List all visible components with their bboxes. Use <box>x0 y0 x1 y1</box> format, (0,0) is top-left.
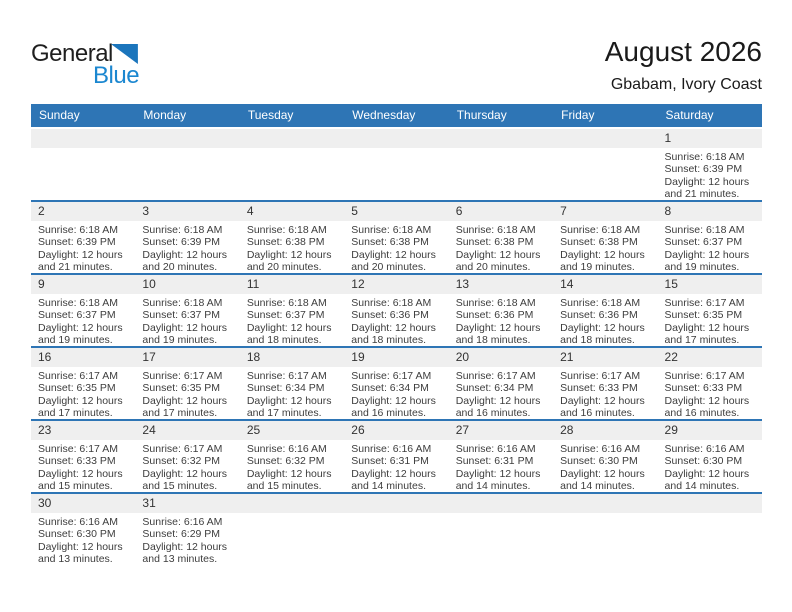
day-detail-line: and 20 minutes. <box>455 261 531 273</box>
day-detail-line: Daylight: 12 hours <box>38 467 123 480</box>
day-detail-line: Daylight: 12 hours <box>560 248 645 261</box>
day-cell <box>449 294 553 346</box>
day-detail-line: Sunset: 6:34 PM <box>246 382 325 395</box>
day-detail-line: Daylight: 12 hours <box>142 467 228 480</box>
calendar-weeks <box>31 129 762 565</box>
empty-day-cell <box>553 148 657 200</box>
weekday-header-row <box>31 104 762 127</box>
day-detail-line: Sunrise: 6:18 AM <box>664 224 745 236</box>
day-number-strip <box>31 421 762 440</box>
day-cell <box>553 294 657 346</box>
day-detail-line: and 16 minutes. <box>351 407 426 419</box>
day-detail-row <box>31 367 762 419</box>
weekday-header-saturday: Saturday <box>665 108 714 122</box>
day-detail-line: Sunset: 6:35 PM <box>38 382 116 395</box>
day-detail-line: Sunset: 6:39 PM <box>142 236 221 249</box>
day-cell <box>344 367 448 419</box>
day-number: 30 <box>38 496 52 510</box>
day-detail-line: Daylight: 12 hours <box>142 248 228 261</box>
day-detail-line: Daylight: 12 hours <box>351 248 436 261</box>
day-cell <box>240 221 344 273</box>
day-detail-line: Sunrise: 6:18 AM <box>455 224 536 236</box>
empty-day-number <box>553 129 657 148</box>
day-number: 14 <box>560 277 574 291</box>
day-detail-line: Sunrise: 6:16 AM <box>455 443 536 455</box>
day-detail-line: Daylight: 12 hours <box>246 248 332 261</box>
day-number: 13 <box>455 277 470 291</box>
day-detail-line: and 20 minutes. <box>351 261 426 273</box>
day-number: 5 <box>351 204 358 218</box>
day-detail-line: Sunrise: 6:17 AM <box>142 370 223 382</box>
day-detail-line: Sunrise: 6:16 AM <box>351 443 432 455</box>
day-detail-line: Sunset: 6:35 PM <box>142 382 221 395</box>
day-detail-line: Daylight: 12 hours <box>142 321 228 334</box>
week-row <box>31 129 762 202</box>
day-detail-row <box>31 148 762 200</box>
day-detail-line: and 17 minutes. <box>246 407 322 419</box>
day-number: 7 <box>560 204 567 218</box>
day-detail-line: Sunset: 6:36 PM <box>455 309 534 322</box>
day-detail-line: Daylight: 12 hours <box>351 467 436 480</box>
day-detail-line: Sunrise: 6:16 AM <box>142 516 223 528</box>
day-detail-line: and 17 minutes. <box>142 407 218 419</box>
day-number: 31 <box>142 496 156 510</box>
day-number: 8 <box>664 204 672 218</box>
day-detail-line: Sunset: 6:38 PM <box>560 236 638 249</box>
day-detail-line: Daylight: 12 hours <box>246 321 332 334</box>
day-cell <box>658 294 762 346</box>
day-detail-line: and 20 minutes. <box>246 261 322 273</box>
day-detail-line: and 15 minutes. <box>38 480 113 492</box>
day-detail-line: and 18 minutes. <box>455 334 531 346</box>
day-detail-line: Daylight: 12 hours <box>664 467 750 480</box>
day-detail-line: Sunset: 6:38 PM <box>246 236 325 249</box>
day-detail-line: Daylight: 12 hours <box>664 321 750 334</box>
day-cell <box>135 367 239 419</box>
day-detail-line: Sunset: 6:37 PM <box>246 309 325 322</box>
day-cell <box>135 440 239 492</box>
day-detail-line: and 19 minutes. <box>560 261 635 273</box>
day-number: 9 <box>38 277 45 291</box>
day-number: 3 <box>142 204 150 218</box>
day-detail-line: Sunrise: 6:18 AM <box>351 297 432 309</box>
day-number: 4 <box>246 204 254 218</box>
day-detail-line: Sunset: 6:39 PM <box>38 236 116 249</box>
day-number: 15 <box>664 277 678 291</box>
day-detail-line: and 14 minutes. <box>664 480 740 492</box>
day-detail-line: and 16 minutes. <box>560 407 635 419</box>
empty-day-number <box>135 129 239 148</box>
day-detail-line: Sunrise: 6:18 AM <box>246 224 327 236</box>
day-detail-row <box>31 513 762 565</box>
day-cell <box>135 221 239 273</box>
day-cell <box>658 367 762 419</box>
day-detail-line: Sunset: 6:32 PM <box>246 455 325 468</box>
day-detail-line: and 18 minutes. <box>246 334 322 346</box>
day-detail-line: Sunrise: 6:16 AM <box>246 443 327 455</box>
day-detail-line: Sunset: 6:37 PM <box>664 236 743 249</box>
logo-triangle-icon <box>111 44 138 64</box>
day-detail-line: Sunset: 6:39 PM <box>664 163 743 176</box>
day-detail-line: Sunset: 6:33 PM <box>664 382 743 395</box>
day-detail-line: and 18 minutes. <box>560 334 635 346</box>
day-detail-line: Sunset: 6:34 PM <box>455 382 534 395</box>
day-detail-line: Sunrise: 6:18 AM <box>560 224 641 236</box>
day-detail-line: and 19 minutes. <box>664 261 740 273</box>
day-cell <box>240 440 344 492</box>
day-detail-line: Daylight: 12 hours <box>455 321 541 334</box>
day-detail-line: Daylight: 12 hours <box>351 321 436 334</box>
empty-day-number <box>344 129 448 148</box>
empty-day-cell <box>240 148 344 200</box>
day-number: 27 <box>455 423 470 437</box>
day-detail-line: Daylight: 12 hours <box>38 248 123 261</box>
day-detail-line: Daylight: 12 hours <box>246 394 332 407</box>
calendar-table <box>31 104 762 565</box>
day-detail-line: and 14 minutes. <box>560 480 635 492</box>
day-detail-line: Sunrise: 6:17 AM <box>246 370 327 382</box>
day-detail-line: Sunrise: 6:17 AM <box>455 370 536 382</box>
day-detail-line: Sunrise: 6:16 AM <box>560 443 641 455</box>
day-detail-line: Sunrise: 6:18 AM <box>664 151 745 163</box>
day-number-strip <box>31 129 762 148</box>
empty-day-number <box>344 494 448 513</box>
day-detail-line: and 21 minutes. <box>664 188 740 200</box>
day-detail-line: and 14 minutes. <box>455 480 531 492</box>
day-number-strip <box>31 275 762 294</box>
day-detail-line: Daylight: 12 hours <box>455 394 541 407</box>
day-detail-line: Sunrise: 6:17 AM <box>38 370 118 382</box>
day-detail-line: Sunrise: 6:16 AM <box>664 443 745 455</box>
day-cell <box>31 440 135 492</box>
day-detail-row <box>31 440 762 492</box>
logo-text-blue: Blue <box>93 62 140 89</box>
weekday-header-thursday: Thursday <box>456 108 507 122</box>
day-detail-line: and 21 minutes. <box>38 261 113 273</box>
day-number: 22 <box>664 350 678 364</box>
day-cell <box>135 294 239 346</box>
day-number: 1 <box>664 131 672 145</box>
day-number: 25 <box>246 423 261 437</box>
day-number: 6 <box>455 204 463 218</box>
day-detail-line: Sunrise: 6:18 AM <box>351 224 432 236</box>
day-cell <box>658 221 762 273</box>
empty-day-cell <box>344 148 448 200</box>
day-detail-line: Sunrise: 6:17 AM <box>142 443 223 455</box>
day-detail-line: Daylight: 12 hours <box>38 394 123 407</box>
empty-day-cell <box>449 513 553 565</box>
day-detail-line: Sunset: 6:38 PM <box>351 236 429 249</box>
day-cell <box>135 513 239 565</box>
day-cell <box>344 440 448 492</box>
day-detail-line: Sunset: 6:30 PM <box>664 455 743 468</box>
day-detail-line: Sunrise: 6:18 AM <box>142 297 223 309</box>
empty-day-cell <box>240 513 344 565</box>
day-cell <box>344 294 448 346</box>
day-number-strip <box>31 348 762 367</box>
day-detail-line: and 14 minutes. <box>351 480 426 492</box>
day-detail-line: and 13 minutes. <box>142 553 218 565</box>
day-detail-line: Daylight: 12 hours <box>142 540 228 553</box>
day-detail-line: and 13 minutes. <box>38 553 113 565</box>
day-detail-line: Daylight: 12 hours <box>38 540 123 553</box>
week-row <box>31 202 762 275</box>
day-detail-line: Sunrise: 6:17 AM <box>664 370 745 382</box>
day-detail-line: and 19 minutes. <box>142 334 218 346</box>
weekday-header-tuesday: Tuesday <box>247 108 294 122</box>
location-subtitle: Gbabam, Ivory Coast <box>610 76 762 93</box>
empty-day-number <box>449 494 553 513</box>
weekday-header-monday: Monday <box>143 108 187 122</box>
day-detail-line: and 18 minutes. <box>351 334 426 346</box>
week-row <box>31 421 762 494</box>
day-cell <box>31 513 135 565</box>
day-detail-line: Sunrise: 6:17 AM <box>351 370 432 382</box>
empty-day-number <box>553 494 657 513</box>
day-number: 18 <box>246 350 261 364</box>
day-number: 17 <box>142 350 156 364</box>
day-cell <box>553 221 657 273</box>
day-detail-line: Sunset: 6:33 PM <box>560 382 638 395</box>
day-detail-line: Sunrise: 6:17 AM <box>664 297 745 309</box>
day-detail-row <box>31 221 762 273</box>
day-detail-line: Sunrise: 6:16 AM <box>38 516 118 528</box>
weekday-header-friday: Friday <box>561 108 595 122</box>
day-detail-line: Sunrise: 6:17 AM <box>560 370 641 382</box>
day-number: 12 <box>351 277 365 291</box>
day-cell <box>31 367 135 419</box>
day-detail-line: and 17 minutes. <box>664 334 740 346</box>
day-detail-line: Daylight: 12 hours <box>560 467 645 480</box>
day-number: 26 <box>351 423 365 437</box>
empty-day-cell <box>31 148 135 200</box>
day-number: 20 <box>455 350 470 364</box>
general-blue-logo <box>31 42 139 88</box>
day-detail-line: Daylight: 12 hours <box>351 394 436 407</box>
day-number: 16 <box>38 350 52 364</box>
day-detail-line: Sunrise: 6:18 AM <box>142 224 223 236</box>
day-detail-line: Sunrise: 6:18 AM <box>38 297 118 309</box>
day-detail-line: Sunset: 6:30 PM <box>560 455 638 468</box>
day-cell <box>344 221 448 273</box>
empty-day-cell <box>658 513 762 565</box>
empty-day-number <box>240 494 344 513</box>
day-detail-line: Sunrise: 6:18 AM <box>246 297 327 309</box>
day-detail-line: Sunset: 6:36 PM <box>560 309 638 322</box>
day-detail-line: Sunrise: 6:17 AM <box>38 443 118 455</box>
day-detail-row <box>31 294 762 346</box>
day-detail-line: Sunrise: 6:18 AM <box>455 297 536 309</box>
day-detail-line: and 16 minutes. <box>455 407 531 419</box>
day-detail-line: Daylight: 12 hours <box>142 394 228 407</box>
day-cell <box>449 221 553 273</box>
day-detail-line: Sunset: 6:36 PM <box>351 309 429 322</box>
day-number: 2 <box>38 204 45 218</box>
week-row <box>31 275 762 348</box>
day-detail-line: and 17 minutes. <box>38 407 113 419</box>
day-detail-line: Sunset: 6:32 PM <box>142 455 221 468</box>
empty-day-number <box>31 129 135 148</box>
weekday-header-wednesday: Wednesday <box>352 108 416 122</box>
day-number: 29 <box>664 423 678 437</box>
day-detail-line: Sunset: 6:33 PM <box>38 455 116 468</box>
empty-day-cell <box>135 148 239 200</box>
day-detail-line: and 16 minutes. <box>664 407 740 419</box>
day-detail-line: Daylight: 12 hours <box>246 467 332 480</box>
empty-day-number <box>449 129 553 148</box>
day-number-strip <box>31 202 762 221</box>
day-detail-line: Sunset: 6:30 PM <box>38 528 116 541</box>
logo-text-general: General <box>31 40 113 67</box>
day-number: 28 <box>560 423 574 437</box>
day-cell <box>31 221 135 273</box>
day-detail-line: and 20 minutes. <box>142 261 218 273</box>
day-number: 21 <box>560 350 574 364</box>
day-detail-line: and 19 minutes. <box>38 334 113 346</box>
empty-day-cell <box>344 513 448 565</box>
day-number: 19 <box>351 350 365 364</box>
day-number: 10 <box>142 277 156 291</box>
day-cell <box>553 440 657 492</box>
day-detail-line: Sunrise: 6:18 AM <box>38 224 118 236</box>
day-number: 23 <box>38 423 52 437</box>
day-number: 24 <box>142 423 156 437</box>
week-row <box>31 494 762 565</box>
day-number: 11 <box>246 277 260 291</box>
day-detail-line: Daylight: 12 hours <box>560 394 645 407</box>
page-title: August 2026 <box>604 36 762 67</box>
day-detail-line: Sunrise: 6:18 AM <box>560 297 641 309</box>
day-detail-line: Daylight: 12 hours <box>455 248 541 261</box>
weekday-header-sunday: Sunday <box>39 108 80 122</box>
empty-day-number <box>658 494 762 513</box>
empty-day-cell <box>449 148 553 200</box>
day-number-strip <box>31 494 762 513</box>
day-detail-line: Sunset: 6:35 PM <box>664 309 743 322</box>
day-detail-line: Sunset: 6:29 PM <box>142 528 221 541</box>
empty-day-cell <box>553 513 657 565</box>
day-detail-line: Sunset: 6:31 PM <box>351 455 429 468</box>
day-cell <box>240 294 344 346</box>
day-detail-line: and 15 minutes. <box>142 480 218 492</box>
day-detail-line: Daylight: 12 hours <box>560 321 645 334</box>
day-detail-line: Sunset: 6:37 PM <box>142 309 221 322</box>
day-detail-line: Daylight: 12 hours <box>38 321 123 334</box>
day-cell <box>658 440 762 492</box>
day-cell <box>553 367 657 419</box>
empty-day-number <box>240 129 344 148</box>
day-detail-line: Sunset: 6:31 PM <box>455 455 534 468</box>
week-row <box>31 348 762 421</box>
day-detail-line: Sunset: 6:38 PM <box>455 236 534 249</box>
day-cell <box>240 367 344 419</box>
day-detail-line: Daylight: 12 hours <box>455 467 541 480</box>
day-cell <box>449 440 553 492</box>
day-detail-line: Sunset: 6:34 PM <box>351 382 429 395</box>
day-detail-line: Sunset: 6:37 PM <box>38 309 116 322</box>
day-cell <box>449 367 553 419</box>
day-detail-line: Daylight: 12 hours <box>664 248 750 261</box>
day-detail-line: Daylight: 12 hours <box>664 394 750 407</box>
day-cell <box>31 294 135 346</box>
day-detail-line: and 15 minutes. <box>246 480 322 492</box>
day-cell <box>658 148 762 200</box>
day-detail-line: Daylight: 12 hours <box>664 175 750 188</box>
